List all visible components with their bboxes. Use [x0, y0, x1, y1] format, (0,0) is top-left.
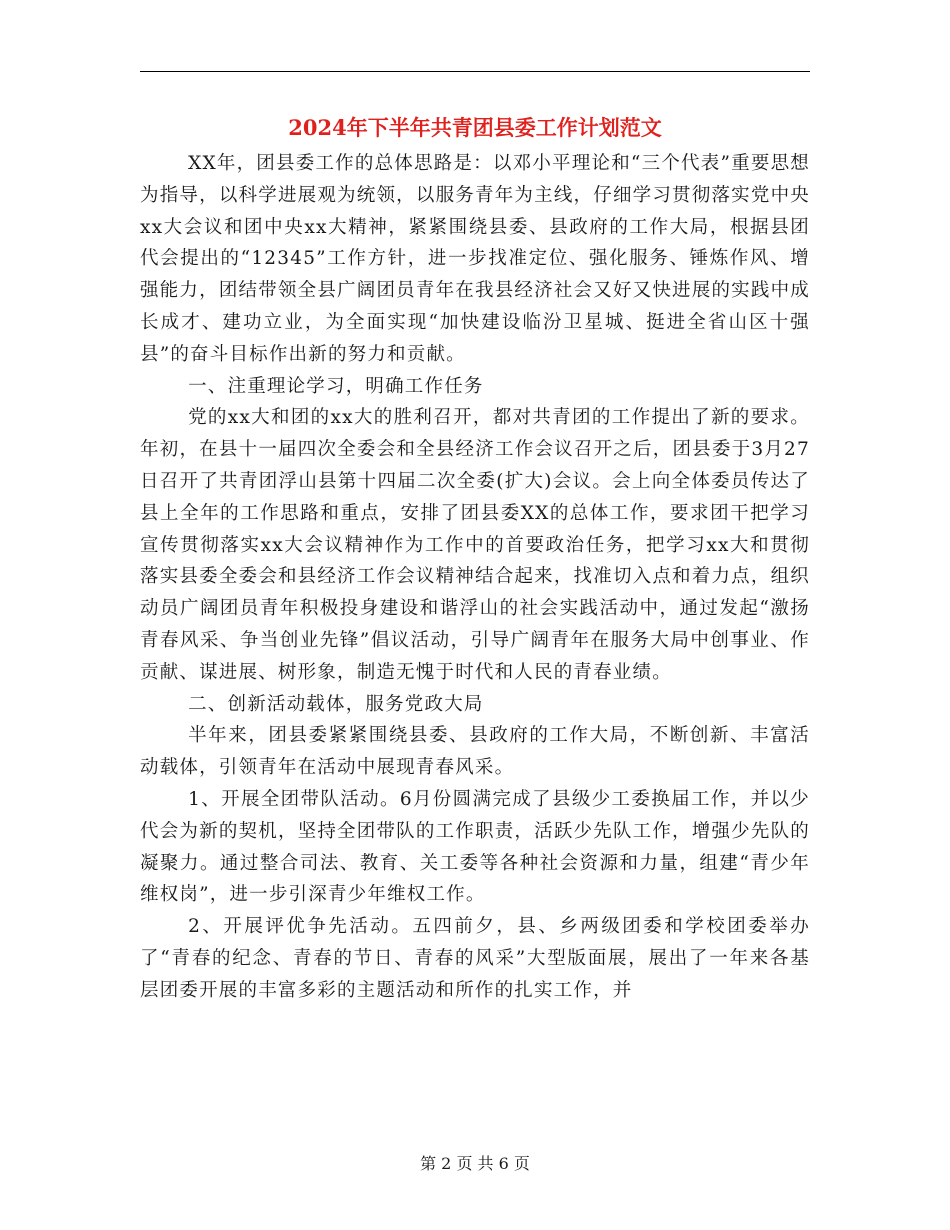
document-title: 2024年下半年共青团县委工作计划范文 — [288, 115, 662, 140]
section-heading-2: 二、创新活动载体，服务党政大局 — [188, 693, 484, 715]
paragraph-section-1: 党的xx大和团的xx大的胜利召开，都对共青团的工作提出了新的要求。年初，在县十一届四次全委会和全县经济工作会议召开之后，团县委于3月27日召开了共青团浮山县第十四届二次全委(扩大)会议。会上向全体委员传达了县上全年的工作思路和重点，安排了团县委XX的总体工作，要求团干把学习宣传贯彻落实xx大会议精神作为工作中的首要政治任务，把学习xx大和贯彻落实县委全委会和县经济工作会议精神结合起来，找准切入点和着力点，组织动员广阔团员青年积极投身建设和谐浮山的社会实践活动中，通过发起“激扬青春风采、争当创业先锋”倡议活动，引导广阔青年在服务大局中创事业、作贡献、谋进展、树形象，制造无愧于时代和人民的青春业绩。 — [140, 407, 810, 683]
paragraph-item-1: 1、开展全团带队活动。6月份圆满完成了县级少工委换届工作，并以少代会为新的契机，坚持全团带队的工作职责，活跃少先队工作，增强少先队的凝聚力。通过整合司法、教育、关工委等各种社会资源和力量，组建“青少年维权岗”，进一步引深青少年维权工作。 — [140, 788, 810, 906]
document-body — [140, 148, 810, 1007]
header-rule — [140, 71, 810, 72]
page-number-footer: 第 2 页 共 6 页 — [420, 1154, 530, 1173]
paragraph-section-2: 半年来，团县委紧紧围绕县委、县政府的工作大局，不断创新、丰富活动载体，引领青年在活动中展现青春风采。 — [140, 725, 810, 779]
paragraph-item-2: 2、开展评优争先活动。五四前夕，县、乡两级团委和学校团委举办了“青春的纪念、青春的节日、青春的风采”大型版面展，展出了一年来各基层团委开展的丰富多彩的主题活动和所作的扎实工作，并 — [140, 916, 810, 1001]
section-heading-1: 一、注重理论学习，明确工作任务 — [188, 375, 484, 397]
paragraph-intro: XX年，团县委工作的总体思路是：以邓小平理论和“三个代表”重要思想为指导，以科学进展观为统领，以服务青年为主线，仔细学习贯彻落实党中央xx大会议和团中央xx大精神，紧紧围绕县委、县政府的工作大局，根据县团代会提出的“12345”工作方针，进一步找准定位、强化服务、锤炼作风、增强能力，团结带领全县广阔团员青年在我县经济社会又好又快进展的实践中成长成才、建功立业，为全面实现“加快建设临汾卫星城、挺进全省山区十强县”的奋斗目标作出新的努力和贡献。 — [140, 153, 810, 365]
